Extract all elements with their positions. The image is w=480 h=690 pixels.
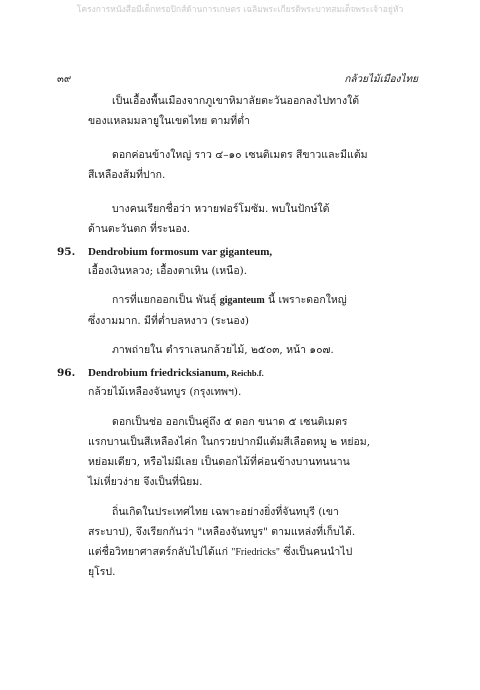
watermark: โครงการหนังสือมีเด็กทรอปิกส์ด้านการเกษตร เฉลิมพระเกียรติพระบาทสมเด็จพระเจ้าอยู่หัว xyxy=(76,5,404,15)
entry-96-scientific-name xyxy=(88,366,264,380)
entry-95-number: 95. xyxy=(57,246,76,258)
entry-96-common-name: กล้วยไม้เหลืองจันทบูร (กรุงเทพฯ). xyxy=(88,386,242,398)
page-header xyxy=(0,72,480,86)
entry-96-number: 96. xyxy=(57,367,76,379)
intro-p3-line2: ด้านตะวันตก ที่ระนอง. xyxy=(88,223,191,235)
entry-96-p2-quote: "Friedricks" xyxy=(231,547,280,558)
entry-96-p2-line2: สระบาป), จึงเรียกกันว่า "เหลืองจันทบูร" ตามแหล่งที่เก็บได้. xyxy=(88,526,356,538)
entry-95-common-name: เอื้องเงินหลวง; เอื้องตาเหิน (เหนือ). xyxy=(88,265,248,277)
entry-95-photo-ref: ภาพถ่ายใน ตำราเลนกล้วยไม้, ๒๕๐๓, หน้า ๑๐๗. xyxy=(112,344,334,356)
page-number: ๓๙ xyxy=(57,74,72,85)
running-title: กล้วยไม้เมืองไทย xyxy=(344,74,418,85)
entry-96-author: Reichb.f. xyxy=(228,368,264,378)
intro-p2-line1: ดอกค่อนข้างใหญ่ ราว ๔–๑๐ เซนติเมตร สีขาวและมีแต้ม xyxy=(112,149,368,161)
entry-96-p1-line3: หย่อมเดียว, หรือไม่มีเลย เป็นดอกไม้ที่ค่อนข้างบานทนนาน xyxy=(88,456,350,468)
entry-95-variety-name: giganteum xyxy=(219,295,265,306)
entry-96-p2-line1: ถิ่นเกิดในประเทศไทย เฉพาะอย่างยิ่งที่จันทบุรี (เขา xyxy=(112,506,339,518)
intro-p2-line2: สีเหลืองส้มที่ปาก. xyxy=(88,169,166,181)
intro-p1-line1: เป็นเอื้องพื้นเมืองจากภูเขาหิมาลัยตะวันออกลงไปทางใต้ xyxy=(112,95,360,107)
entry-95-scientific-name: Dendrobium formosum var giganteum, xyxy=(88,246,273,258)
entry-96-p1-line1: ดอกเป็นช่อ ออกเป็นคู่ถึง ๕ ดอก ขนาด ๕ เซนติเมตร xyxy=(112,416,348,428)
intro-p3-line1: บางคนเรียกชื่อว่า หวายฟอร์โมซัม. พบในปักษ์ใต้ xyxy=(112,203,330,215)
entry-95-p1-line1 xyxy=(112,293,347,308)
entry-95-p1-line2: ซึ่งงามมาก. มีที่ต่ำบลหงาว (ระนอง) xyxy=(88,315,249,327)
entry-96-p1-line2: แรกบานเป็นสีเหลืองไค่ก ในกรวยปากมีแต้มสีเลือดหมู ๒ หย่อม, xyxy=(88,436,371,448)
entry-96-p2-text-c: ซึ่งเป็นคนนำไป xyxy=(280,546,353,558)
intro-p1-line2: ของแหลมมลายูในเขตไทย ตามที่ต่ำ xyxy=(88,115,250,127)
entry-96-p2-text-a: แต่ชื่อวิทยาศาสตร์กลับไปได้แก่ xyxy=(88,546,232,558)
entry-95-p1-text-c: นี้ เพราะดอกใหญ่ xyxy=(264,294,347,306)
entry-96-p2-line3 xyxy=(88,545,352,560)
entry-95-p1-text-a: การที่แยกออกเป็น พันธุ์ xyxy=(112,294,217,306)
entry-96-p1-line4: ไม่เหี่ยวง่าย จึงเป็นที่นิยม. xyxy=(88,476,203,488)
entry-96-p2-line4: ยุโรป. xyxy=(88,566,116,578)
entry-96-name: Dendrobium friedricksianum, xyxy=(88,367,229,379)
